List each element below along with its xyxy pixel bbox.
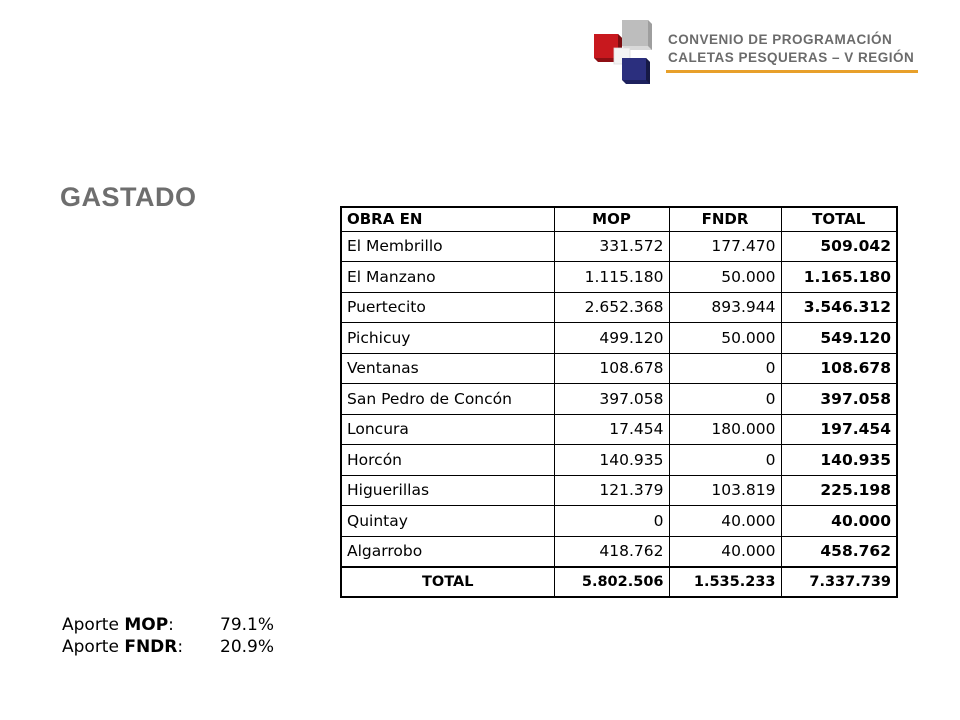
table-row xyxy=(341,445,897,476)
cell-total: 1.165.180 xyxy=(781,262,897,293)
cell-fndr: 893.944 xyxy=(669,292,781,323)
cell-total: 140.935 xyxy=(781,445,897,476)
cell-obra: Horcón xyxy=(341,445,554,476)
header-line-1: CONVENIO DE PROGRAMACIÓN xyxy=(668,32,893,47)
cell-fndr: 0 xyxy=(669,353,781,384)
table-row xyxy=(341,231,897,262)
cell-total: 458.762 xyxy=(781,536,897,567)
logo-icon xyxy=(592,18,654,84)
total-total: 7.337.739 xyxy=(781,567,897,598)
cell-total: 40.000 xyxy=(781,506,897,537)
cell-mop: 418.762 xyxy=(554,536,669,567)
cell-fndr: 40.000 xyxy=(669,536,781,567)
cell-mop: 0 xyxy=(554,506,669,537)
aporte-value: 20.9% xyxy=(220,637,275,657)
table-header-row xyxy=(341,207,897,231)
total-mop: 5.802.506 xyxy=(554,567,669,598)
cell-obra: El Membrillo xyxy=(341,231,554,262)
cell-total: 3.546.312 xyxy=(781,292,897,323)
cell-mop: 331.572 xyxy=(554,231,669,262)
page-title: GASTADO xyxy=(60,182,197,212)
cell-mop: 1.115.180 xyxy=(554,262,669,293)
cell-mop: 17.454 xyxy=(554,414,669,445)
table-row xyxy=(341,536,897,567)
column-header-obra: OBRA EN xyxy=(341,207,554,231)
total-fndr: 1.535.233 xyxy=(669,567,781,598)
cell-obra: Pichicuy xyxy=(341,323,554,354)
aporte-label xyxy=(62,614,220,636)
cell-total: 549.120 xyxy=(781,323,897,354)
aporte-suffix: : xyxy=(177,637,184,657)
cell-mop: 121.379 xyxy=(554,475,669,506)
column-header-total: TOTAL xyxy=(781,207,897,231)
cell-total: 509.042 xyxy=(781,231,897,262)
cell-mop: 397.058 xyxy=(554,384,669,415)
header-divider xyxy=(666,70,918,73)
table-row xyxy=(341,475,897,506)
aporte-fndr xyxy=(62,636,274,658)
cell-fndr: 0 xyxy=(669,384,781,415)
cell-obra: Higuerillas xyxy=(341,475,554,506)
cell-obra: Ventanas xyxy=(341,353,554,384)
contribution-summary xyxy=(62,614,274,658)
cell-obra: Puertecito xyxy=(341,292,554,323)
cell-mop: 499.120 xyxy=(554,323,669,354)
cell-obra: Quintay xyxy=(341,506,554,537)
aporte-suffix: : xyxy=(168,615,174,635)
cell-obra: Loncura xyxy=(341,414,554,445)
cell-fndr: 180.000 xyxy=(669,414,781,445)
header-line-2: CALETAS PESQUERAS – V REGIÓN xyxy=(668,50,915,65)
table-row xyxy=(341,262,897,293)
cell-total: 197.454 xyxy=(781,414,897,445)
table-row xyxy=(341,353,897,384)
cell-fndr: 0 xyxy=(669,445,781,476)
cell-fndr: 50.000 xyxy=(669,262,781,293)
cell-fndr: 177.470 xyxy=(669,231,781,262)
aporte-prefix: Aporte xyxy=(62,637,125,657)
cell-obra: San Pedro de Concón xyxy=(341,384,554,415)
table-row xyxy=(341,323,897,354)
cell-mop: 2.652.368 xyxy=(554,292,669,323)
aporte-entity: MOP xyxy=(124,615,169,635)
cell-obra: El Manzano xyxy=(341,262,554,293)
aporte-label xyxy=(62,636,220,658)
aporte-entity: FNDR xyxy=(124,637,178,657)
table-row xyxy=(341,506,897,537)
cell-fndr: 50.000 xyxy=(669,323,781,354)
cell-obra: Algarrobo xyxy=(341,536,554,567)
column-header-mop: MOP xyxy=(554,207,669,231)
cell-mop: 108.678 xyxy=(554,353,669,384)
table-row xyxy=(341,384,897,415)
aporte-value: 79.1% xyxy=(220,615,275,635)
table-row xyxy=(341,292,897,323)
column-header-fndr: FNDR xyxy=(669,207,781,231)
expenditure-table xyxy=(340,206,898,598)
total-label: TOTAL xyxy=(341,567,554,598)
table-total-row xyxy=(341,567,897,598)
cell-mop: 140.935 xyxy=(554,445,669,476)
cell-fndr: 103.819 xyxy=(669,475,781,506)
table-row xyxy=(341,414,897,445)
cell-fndr: 40.000 xyxy=(669,506,781,537)
header xyxy=(668,31,918,67)
aporte-prefix: Aporte xyxy=(62,615,125,635)
aporte-mop xyxy=(62,614,274,636)
cell-total: 108.678 xyxy=(781,353,897,384)
cell-total: 225.198 xyxy=(781,475,897,506)
cell-total: 397.058 xyxy=(781,384,897,415)
